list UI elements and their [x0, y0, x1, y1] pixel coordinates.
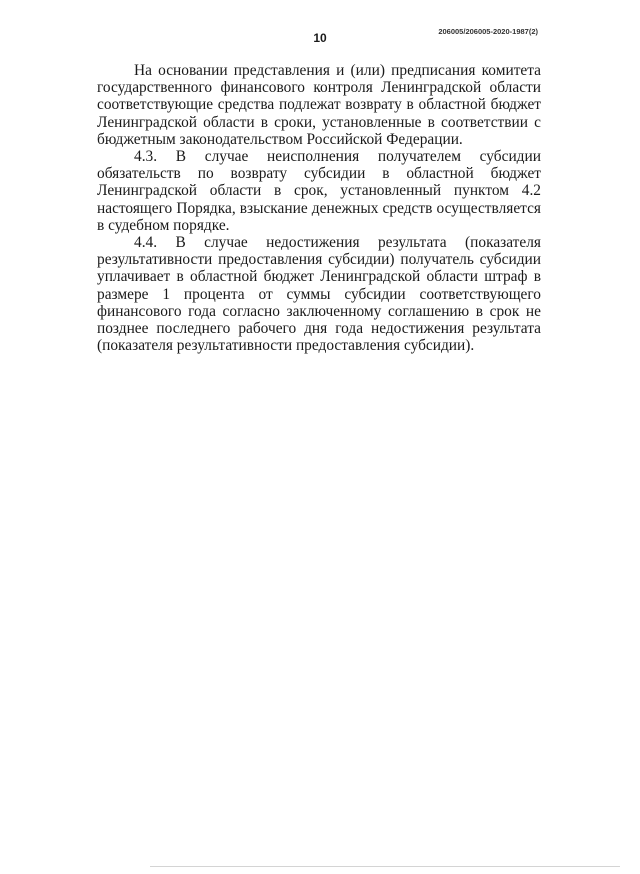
paragraph-4-4: 4.4. В случае недостижения результата (показателя результативности предоставления субсидии) получатель субсидии уплачивает в областной бюджет Ленинградской области штраф в размере 1 процента от суммы субсидии соответствующего финансового года согласно заключенному соглашению в срок не позднее последнего рабочего дня года недостижения результата (показателя результативности предоставления субсидии).	[97, 234, 541, 355]
document-id: 206005/206005-2020-1987(2)	[438, 27, 538, 36]
page-number: 10	[313, 31, 327, 45]
paragraph-4-3: 4.3. В случае неисполнения получателем субсидии обязательств по возврату субсидии в областной бюджет Ленинградской области в срок, установленный пунктом 4.2 настоящего Порядка, взыскание денежных средств осуществляется в судебном порядке.	[97, 148, 541, 234]
document-body	[97, 62, 541, 354]
paragraph-return-of-funds: На основании представления и (или) предписания комитета государственного финансового контроля Ленинградской области соответствующие средства подлежат возврату в областной бюджет Ленинградской области в сроки, установленные в соответствии с бюджетным законодательством Российской Федерации.	[97, 62, 541, 148]
scan-edge-line	[150, 866, 620, 867]
